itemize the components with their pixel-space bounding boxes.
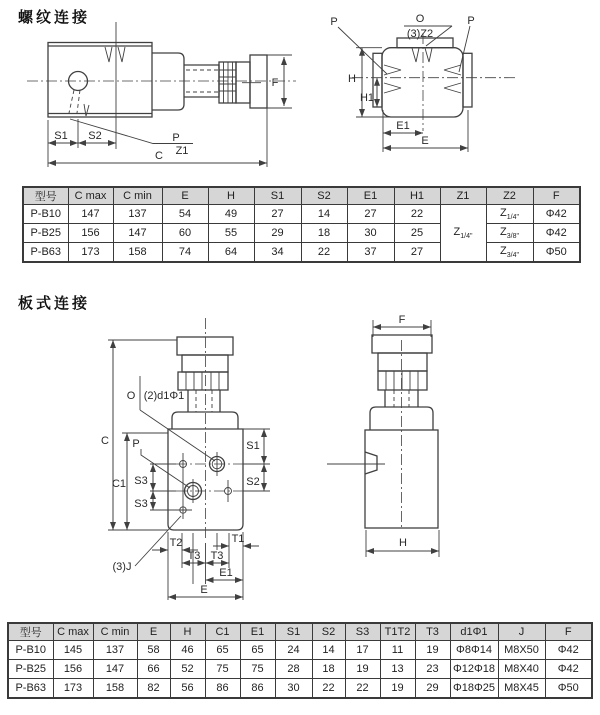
table-cell: $Z_{3/4"}$ (486, 243, 533, 263)
table-cell: 147 (93, 660, 137, 679)
column-header: E (162, 187, 208, 205)
column-header: H1 (394, 187, 440, 205)
dim-label-s3-upper: S3 (134, 475, 148, 487)
table-cell: 24 (275, 641, 312, 660)
table-cell: 28 (275, 660, 312, 679)
thread-label-z2: (3)Z2 (406, 28, 434, 40)
column-header: S1 (254, 187, 301, 205)
table-cell: M8X50 (498, 641, 545, 660)
dim-label-s1: S1 (246, 440, 260, 452)
table-cell: 22 (345, 679, 380, 699)
table-cell: 18 (301, 224, 347, 243)
table-cell: 49 (208, 205, 254, 224)
dim-label-c1: C1 (111, 478, 127, 490)
dim-label-t2: T2 (169, 537, 183, 549)
column-header: S3 (345, 623, 380, 641)
dim-label-c: C (101, 435, 109, 447)
table-cell: 156 (68, 224, 113, 243)
table-cell: 173 (53, 679, 93, 699)
table-cell: 22 (312, 679, 345, 699)
section-title-plate: 板式连接 (18, 295, 91, 312)
port-label-p: P (132, 438, 140, 450)
table-cell: 64 (208, 243, 254, 263)
column-header: C min (93, 623, 137, 641)
table-cell: M8X40 (498, 660, 545, 679)
column-header: T3 (415, 623, 450, 641)
column-header: F (533, 187, 580, 205)
table-cell: 14 (312, 641, 345, 660)
hole-label-j: (3)J (112, 561, 132, 573)
model-cell: P-B25 (23, 224, 68, 243)
dim-label-h1: H1 (359, 92, 375, 104)
column-header: C1 (205, 623, 240, 641)
column-header: H (208, 187, 254, 205)
table-cell: 54 (162, 205, 208, 224)
column-header: Z2 (486, 187, 533, 205)
column-header: S1 (275, 623, 312, 641)
dim-label-t1: T1 (231, 533, 245, 545)
table-cell: 22 (394, 205, 440, 224)
port-label-p: P (172, 132, 180, 144)
column-header: d1Φ1 (450, 623, 498, 641)
table-cell: 86 (240, 679, 275, 699)
table-cell: 22 (301, 243, 347, 263)
header-row (8, 623, 592, 641)
table-cell: 75 (240, 660, 275, 679)
table-cell: 30 (347, 224, 394, 243)
table-cell: 147 (113, 224, 162, 243)
table-cell: 173 (68, 243, 113, 263)
table-row (8, 660, 592, 679)
column-header: C max (68, 187, 113, 205)
dim-label-e1: E1 (396, 120, 410, 132)
dim-label-s1: S1 (54, 130, 68, 142)
table-cell: 11 (380, 641, 415, 660)
dim-label-c: C (155, 150, 163, 162)
dim-label-t3-right: T3 (210, 550, 224, 562)
port-label-p-right: P (467, 15, 475, 27)
port-label-o: O (415, 13, 425, 25)
table-cell: 37 (347, 243, 394, 263)
table-cell: 27 (394, 243, 440, 263)
threaded-side-view-drawing (27, 22, 296, 167)
table-cell: Φ50 (545, 679, 592, 699)
table-row (23, 243, 580, 263)
table-cell: 34 (254, 243, 301, 263)
table-cell: Φ42 (545, 641, 592, 660)
table-cell: 55 (208, 224, 254, 243)
model-cell: P-B63 (8, 679, 53, 699)
table-cell: 25 (394, 224, 440, 243)
table-cell: Φ8Φ14 (450, 641, 498, 660)
dim-label-e: E (200, 584, 208, 596)
table-cell: 158 (113, 243, 162, 263)
column-header: S2 (301, 187, 347, 205)
dim-label-e: E (421, 135, 429, 147)
dim-label-h: H (399, 537, 407, 549)
plate-side-view-drawing (327, 314, 439, 557)
dim-label-f: F (398, 314, 406, 326)
table-cell: Φ42 (533, 224, 580, 243)
table-cell: 158 (93, 679, 137, 699)
column-header: E1 (347, 187, 394, 205)
table-cell: 75 (205, 660, 240, 679)
plate-connection-drawings (0, 290, 600, 620)
table-cell: 147 (68, 205, 113, 224)
table-cell: 60 (162, 224, 208, 243)
table-cell: 27 (254, 205, 301, 224)
table-cell: 156 (53, 660, 93, 679)
table-cell: 13 (380, 660, 415, 679)
table-cell: 30 (275, 679, 312, 699)
dim-label-t3-left: T3 (187, 550, 201, 562)
table-cell: Φ18Φ25 (450, 679, 498, 699)
table-row (23, 224, 580, 243)
table-cell: M8X45 (498, 679, 545, 699)
table-cell: 65 (240, 641, 275, 660)
table-row (23, 205, 580, 224)
thread-label-z1: Z1 (175, 145, 189, 157)
dim-label-h: H (348, 73, 356, 85)
table-cell: 82 (137, 679, 170, 699)
table-cell: Φ42 (533, 205, 580, 224)
column-header: Z1 (440, 187, 486, 205)
table-cell: 58 (137, 641, 170, 660)
dim-label-s2: S2 (88, 130, 102, 142)
section-title-threaded: 螺纹连接 (18, 9, 91, 26)
column-header: F (545, 623, 592, 641)
column-header: 型号 (8, 623, 53, 641)
table-cell: 86 (205, 679, 240, 699)
table-cell: 56 (170, 679, 205, 699)
table-cell: 19 (345, 660, 380, 679)
table-cell: 18 (312, 660, 345, 679)
table-cell: 29 (254, 224, 301, 243)
table-cell: 17 (345, 641, 380, 660)
table-row (8, 679, 592, 699)
column-header: E1 (240, 623, 275, 641)
table-cell: Φ12Φ18 (450, 660, 498, 679)
column-header: T1T2 (380, 623, 415, 641)
model-cell: P-B63 (23, 243, 68, 263)
column-header: S2 (312, 623, 345, 641)
dim-label-f: F (271, 77, 279, 89)
table-row (8, 641, 592, 660)
header-row (23, 187, 580, 205)
model-cell: P-B10 (8, 641, 53, 660)
table-cell: 23 (415, 660, 450, 679)
table-cell: 27 (347, 205, 394, 224)
column-header: H (170, 623, 205, 641)
table-cell: 137 (113, 205, 162, 224)
dim-label-s3-lower: S3 (134, 498, 148, 510)
table-cell: 19 (380, 679, 415, 699)
table-cell: 52 (170, 660, 205, 679)
table-cell: 14 (301, 205, 347, 224)
table-cell: Φ50 (533, 243, 580, 263)
threaded-front-view-drawing (330, 13, 516, 152)
column-header: C max (53, 623, 93, 641)
column-header: 型号 (23, 187, 68, 205)
table-cell: 145 (53, 641, 93, 660)
threaded-spec-table (22, 186, 581, 263)
dim-label-e1: E1 (219, 567, 233, 579)
table-cell: 46 (170, 641, 205, 660)
model-cell: P-B10 (23, 205, 68, 224)
plate-front-view-drawing (101, 318, 270, 600)
table-cell: 74 (162, 243, 208, 263)
column-header: J (498, 623, 545, 641)
table-cell: 65 (205, 641, 240, 660)
column-header: E (137, 623, 170, 641)
port-label-p-left: P (330, 16, 338, 28)
plate-spec-table (7, 622, 593, 699)
port-label-o: O (126, 390, 136, 402)
table-cell: 66 (137, 660, 170, 679)
dim-label-s2: S2 (246, 476, 260, 488)
column-header: C min (113, 187, 162, 205)
table-cell: 19 (415, 641, 450, 660)
table-cell: $Z_{3/8"}$ (486, 224, 533, 243)
hole-label-d1phi1: (2)d1Φ1 (143, 390, 185, 402)
table-cell: 29 (415, 679, 450, 699)
merged-cell-z1: $Z_{1/4"}$ (440, 205, 486, 263)
model-cell: P-B25 (8, 660, 53, 679)
table-cell: $Z_{1/4"}$ (486, 205, 533, 224)
table-cell: Φ42 (545, 660, 592, 679)
table-cell: 137 (93, 641, 137, 660)
threaded-connection-drawings (0, 0, 600, 186)
